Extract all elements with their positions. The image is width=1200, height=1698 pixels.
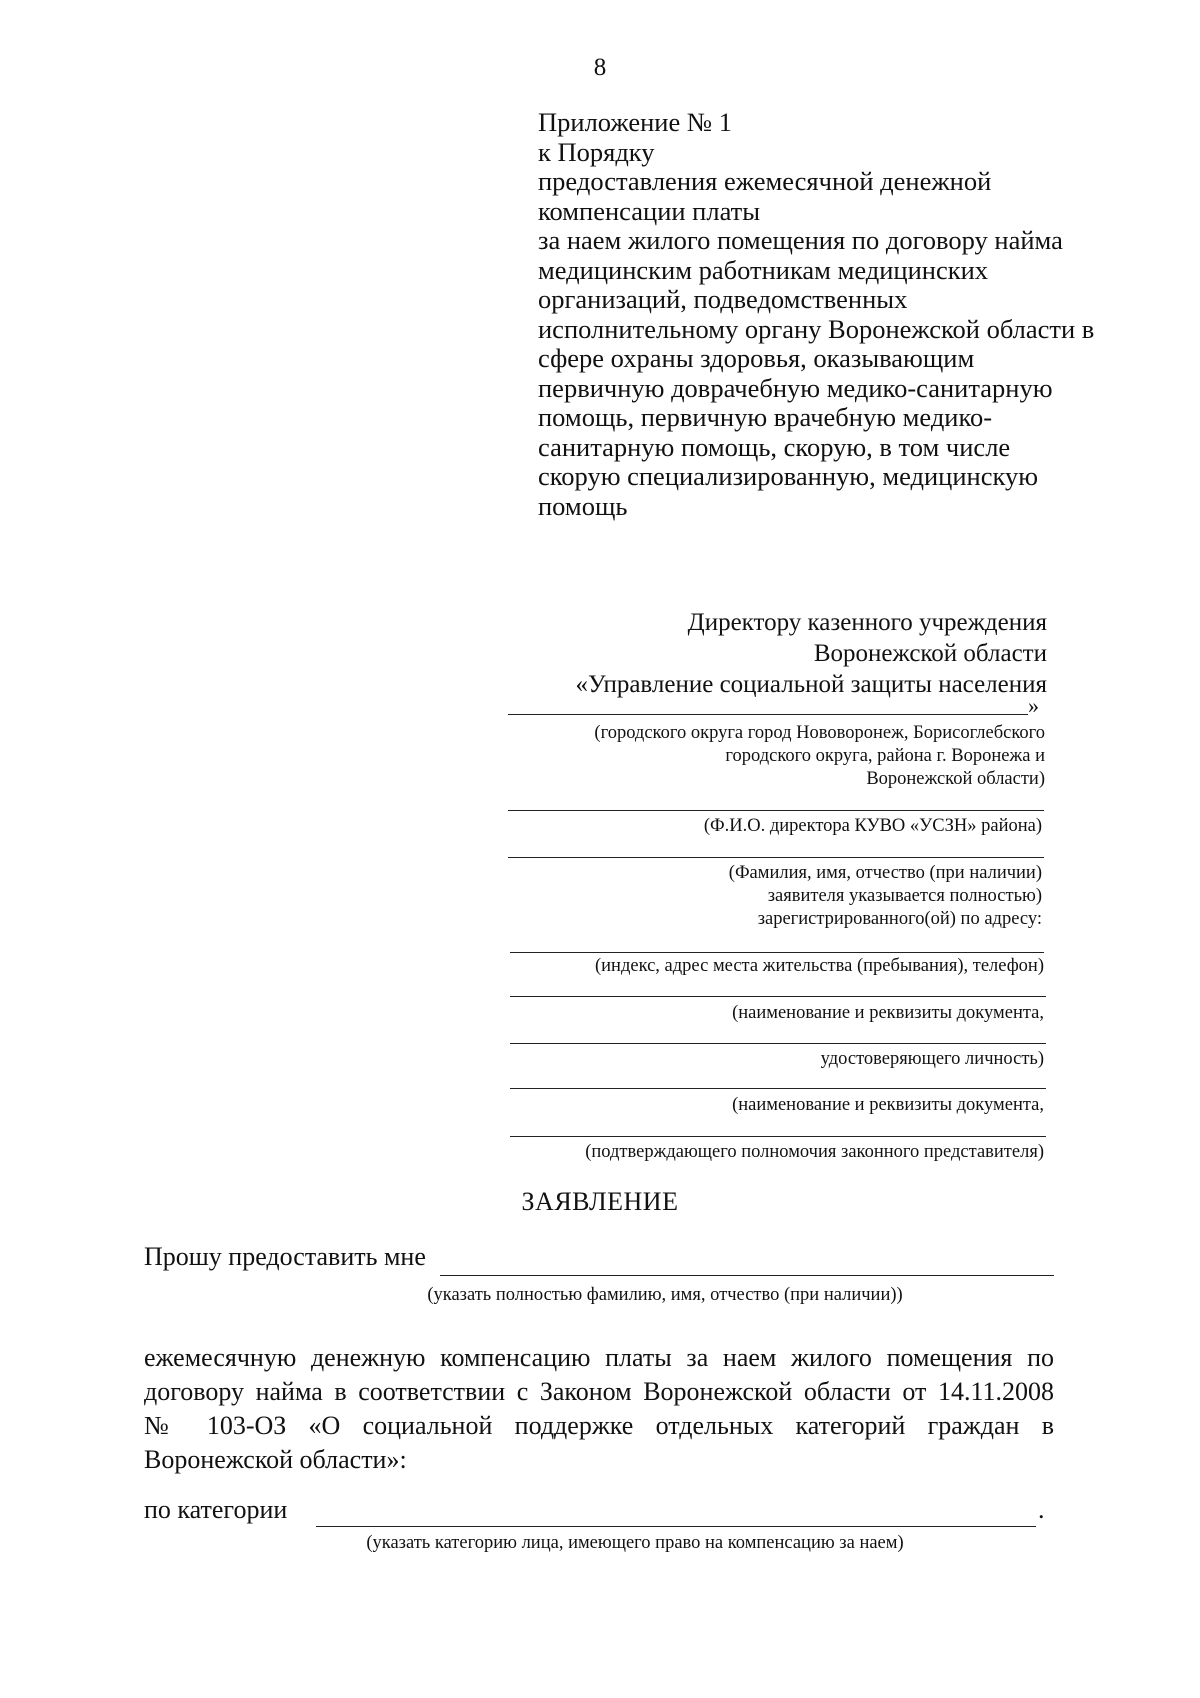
appendix-line: Приложение № 1 (538, 107, 733, 137)
id-document-hint-1: (наименование и реквизиты документа, (732, 1003, 1044, 1023)
addressee-line-2: Воронежской области (813, 640, 1047, 667)
appendix-line: исполнительному органу Воронежской области в (538, 313, 1095, 344)
appendix-line: помощь, первичную врачебную медико- (538, 402, 993, 432)
statement-title: ЗАЯВЛЕНИЕ (521, 1187, 679, 1216)
rep-document-hint-1: (наименование и реквизиты документа, (732, 1095, 1044, 1115)
category-line[interactable] (316, 1526, 1036, 1527)
category-hint: (указать категорию лица, имеющего право на компенсацию за наем) (366, 1533, 904, 1553)
appendix-line: к Порядку (538, 136, 655, 167)
appendix-line: первичную доврачебную медико-санитарную (538, 372, 1053, 403)
rep-document-hint-2: (подтверждающего полномочия законного представителя) (585, 1142, 1044, 1162)
appendix-line: организаций, подведомственных (538, 284, 908, 314)
body-line: ежемесячную денежную компенсацию платы за наем жилого помещения по (144, 1343, 1054, 1372)
addressee-line-3: «Управление социальной защиты населения (575, 671, 1047, 698)
id-document-hint-2: удостоверяющего личность) (820, 1049, 1044, 1069)
request-hint: (указать полностью фамилию, имя, отчество (при наличии)) (427, 1285, 903, 1305)
district-hint: (городского округа город Нововоронеж, Борисоглебского городского округа, района г. Воронежа и Воронежской области) (594, 723, 1045, 789)
addressee-line-1: Директору казенного учреждения (687, 609, 1047, 636)
appendix-line: скорую специализированную, медицинскую (538, 461, 1039, 491)
closing-quote: » (1028, 693, 1039, 718)
page-number: 8 (593, 54, 607, 81)
body-line: Воронежской области»: (144, 1445, 407, 1474)
appendix-header (538, 108, 1158, 521)
body-line: № 103-ОЗ «О социальной поддержке отдельных категорий граждан в (144, 1411, 1054, 1440)
appendix-line: санитарную помощь, скорую, в том числе (538, 431, 1011, 462)
appendix-line: помощь (538, 490, 628, 521)
statement-body (144, 1341, 1054, 1477)
id-document-line-1[interactable] (510, 996, 1046, 997)
applicant-name-line[interactable] (508, 857, 1044, 858)
address-hint: (индекс, адрес места жительства (пребывания), телефон) (594, 956, 1044, 976)
category-hint-wrap (0, 1532, 1200, 1555)
director-name-line[interactable] (508, 810, 1044, 811)
address-line[interactable] (510, 952, 1044, 953)
addressee-block (575, 607, 1047, 700)
district-name-line[interactable] (508, 714, 1028, 715)
rep-document-line-1[interactable] (510, 1088, 1046, 1089)
full-name-line[interactable] (440, 1275, 1054, 1276)
request-label: Прошу предоставить мне (144, 1242, 426, 1271)
id-document-line-2[interactable] (510, 1043, 1046, 1044)
applicant-hint: (Фамилия, имя, отчество (при наличии) заявителя указывается полностью) зарегистрированного(ой) по адресу: (728, 863, 1042, 929)
rep-document-line-2[interactable] (510, 1136, 1046, 1137)
category-label: по категории (144, 1495, 288, 1524)
appendix-line: компенсации платы (538, 195, 761, 226)
appendix-line: предоставления ежемесячной денежной (538, 166, 992, 196)
category-period: . (1038, 1495, 1045, 1524)
appendix-line: за наем жилого помещения по договору найма (538, 225, 1063, 255)
request-hint-wrap (0, 1284, 1200, 1307)
director-hint: (Ф.И.О. директора КУВО «УСЗН» района) (703, 816, 1042, 836)
appendix-line: медицинским работникам медицинских (538, 254, 989, 285)
body-line: договору найма в соответствии с Законом Воронежской области от 14.11.2008 (144, 1377, 1054, 1406)
appendix-line: сфере охраны здоровья, оказывающим (538, 343, 975, 373)
